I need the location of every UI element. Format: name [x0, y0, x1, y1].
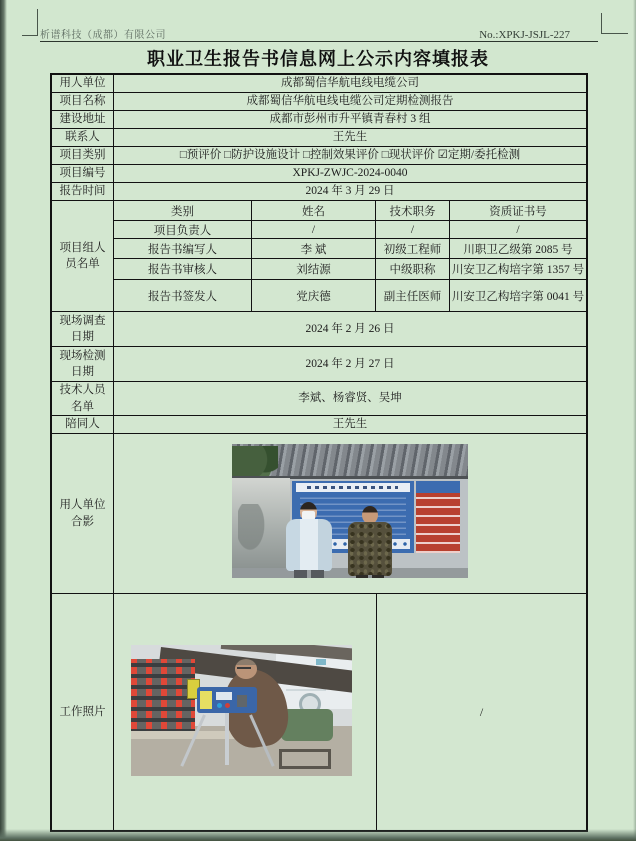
work-photo-row — [52, 594, 586, 830]
team-header-cell: 姓名 — [252, 201, 376, 220]
form-row — [52, 312, 586, 347]
person-left — [280, 502, 338, 578]
row-label: 联系人 — [52, 129, 114, 146]
category-checkboxes: □预评价 □防护设施设计 □控制效果评价 □现状评价 ☑定期/委托检测 — [179, 149, 521, 162]
team-cell: 川职卫乙级第 2085 号 — [463, 243, 573, 256]
row-label: 项目类别 — [52, 147, 114, 164]
row-label: 现场检测日期 — [52, 347, 114, 381]
wall-stain — [238, 504, 268, 556]
team-cell: 刘结源 — [252, 259, 376, 279]
page-edge-shadow-bottom — [0, 829, 636, 841]
form-row — [52, 416, 586, 434]
team-cell: 项目负责人 — [114, 221, 252, 238]
puffer-jacket — [286, 519, 332, 571]
control-panel — [131, 659, 195, 733]
letterhead — [40, 22, 598, 42]
page-edge-shadow-left — [0, 0, 7, 841]
team-header-cell: 资质证书号 — [489, 205, 547, 218]
company-group-photo — [232, 444, 468, 578]
page-title: 职业卫生报告书信息网上公示内容填报表 — [147, 49, 489, 69]
team-cell: / — [376, 221, 450, 238]
row-label: 技术人员名单 — [52, 382, 114, 415]
row-value: 成都蜀信华航电线电缆公司定期检测报告 — [246, 95, 454, 108]
row-label: 项目编号 — [52, 165, 114, 182]
team-cell: 党庆德 — [252, 280, 376, 311]
team-cell: 副主任医师 — [376, 280, 450, 311]
tripod-post — [225, 711, 229, 765]
team-row — [114, 259, 586, 280]
corner-mark-icon — [22, 9, 38, 36]
person-legs — [356, 575, 384, 578]
row-value: 2024 年 3 月 29 日 — [305, 185, 395, 198]
row-value: 王先生 — [332, 131, 368, 144]
group-photo-row — [52, 434, 586, 594]
form-row — [52, 93, 586, 111]
form-row — [52, 129, 586, 147]
team-table — [114, 201, 586, 311]
worker-head — [235, 659, 257, 679]
row-value: 李斌、杨睿贤、吴坤 — [298, 392, 402, 405]
camo-jacket — [348, 522, 392, 576]
team-header-cell: 技术职务 — [376, 201, 450, 220]
form-row — [52, 347, 586, 382]
row-value: 成都蜀信华航电线电缆公司 — [281, 77, 419, 90]
row-value: 2024 年 2 月 26 日 — [305, 322, 395, 335]
form-row — [52, 165, 586, 183]
person-right — [344, 506, 400, 578]
row-label: 建设地址 — [52, 111, 114, 128]
form-row — [52, 382, 586, 416]
team-cell: 初级工程师 — [376, 239, 450, 258]
form-row — [52, 183, 586, 201]
form-table — [50, 73, 588, 832]
row-label: 报告时间 — [52, 183, 114, 200]
team-cell: 报告书编写人 — [114, 239, 252, 258]
row-label: 用人单位 — [52, 75, 114, 92]
corner-mark-icon — [601, 13, 628, 34]
company-name: 析谱科技（成都）有限公司 — [40, 30, 166, 41]
glasses — [237, 667, 251, 669]
team-cell: / — [516, 223, 520, 236]
team-header-row — [114, 201, 586, 221]
group-photo-cell — [114, 434, 586, 593]
team-header-cell: 类别 — [114, 201, 252, 220]
row-label: 工作照片 — [52, 594, 114, 830]
team-cell: 川安卫乙构培字第 1357 号 — [451, 264, 585, 276]
team-section — [52, 201, 586, 312]
sampling-instrument — [197, 687, 257, 713]
team-cell: / — [252, 221, 376, 238]
person-legs — [294, 570, 324, 578]
work-site-photo — [131, 645, 352, 776]
team-row — [114, 280, 586, 311]
row-label: 陪同人 — [52, 416, 114, 433]
row-value: 王先生 — [332, 418, 368, 431]
row-label: 项目名称 — [52, 93, 114, 110]
document-number: No.:XPKJ-JSJL-227 — [479, 29, 570, 41]
team-row — [114, 221, 586, 239]
bulletin-board-red — [416, 481, 460, 553]
team-cell: 报告书审核人 — [114, 259, 252, 279]
form-row-project-category — [52, 147, 586, 165]
form-row — [52, 111, 586, 129]
team-cell: 川安卫乙构培字第 0041 号 — [451, 290, 585, 303]
green-machine — [281, 709, 333, 741]
row-label: 现场调查日期 — [52, 312, 114, 346]
row-label: 项目组人员名单 — [52, 201, 114, 311]
row-value: 2024 年 2 月 27 日 — [305, 357, 395, 370]
team-cell: 李 斌 — [252, 239, 376, 258]
row-value: XPKJ-ZWJC-2024-0040 — [292, 167, 408, 180]
form-row — [52, 75, 586, 93]
team-cell: 报告书签发人 — [114, 280, 252, 311]
floor-frame — [279, 749, 331, 769]
team-cell: 中级职称 — [376, 259, 450, 279]
work-photo-cell — [114, 594, 377, 830]
work-photo-empty-cell: / — [479, 704, 484, 719]
foliage — [232, 446, 278, 476]
team-row — [114, 239, 586, 259]
row-label: 用人单位合影 — [52, 434, 114, 593]
row-value: 成都市彭州市升平镇青春村 3 组 — [269, 113, 431, 126]
